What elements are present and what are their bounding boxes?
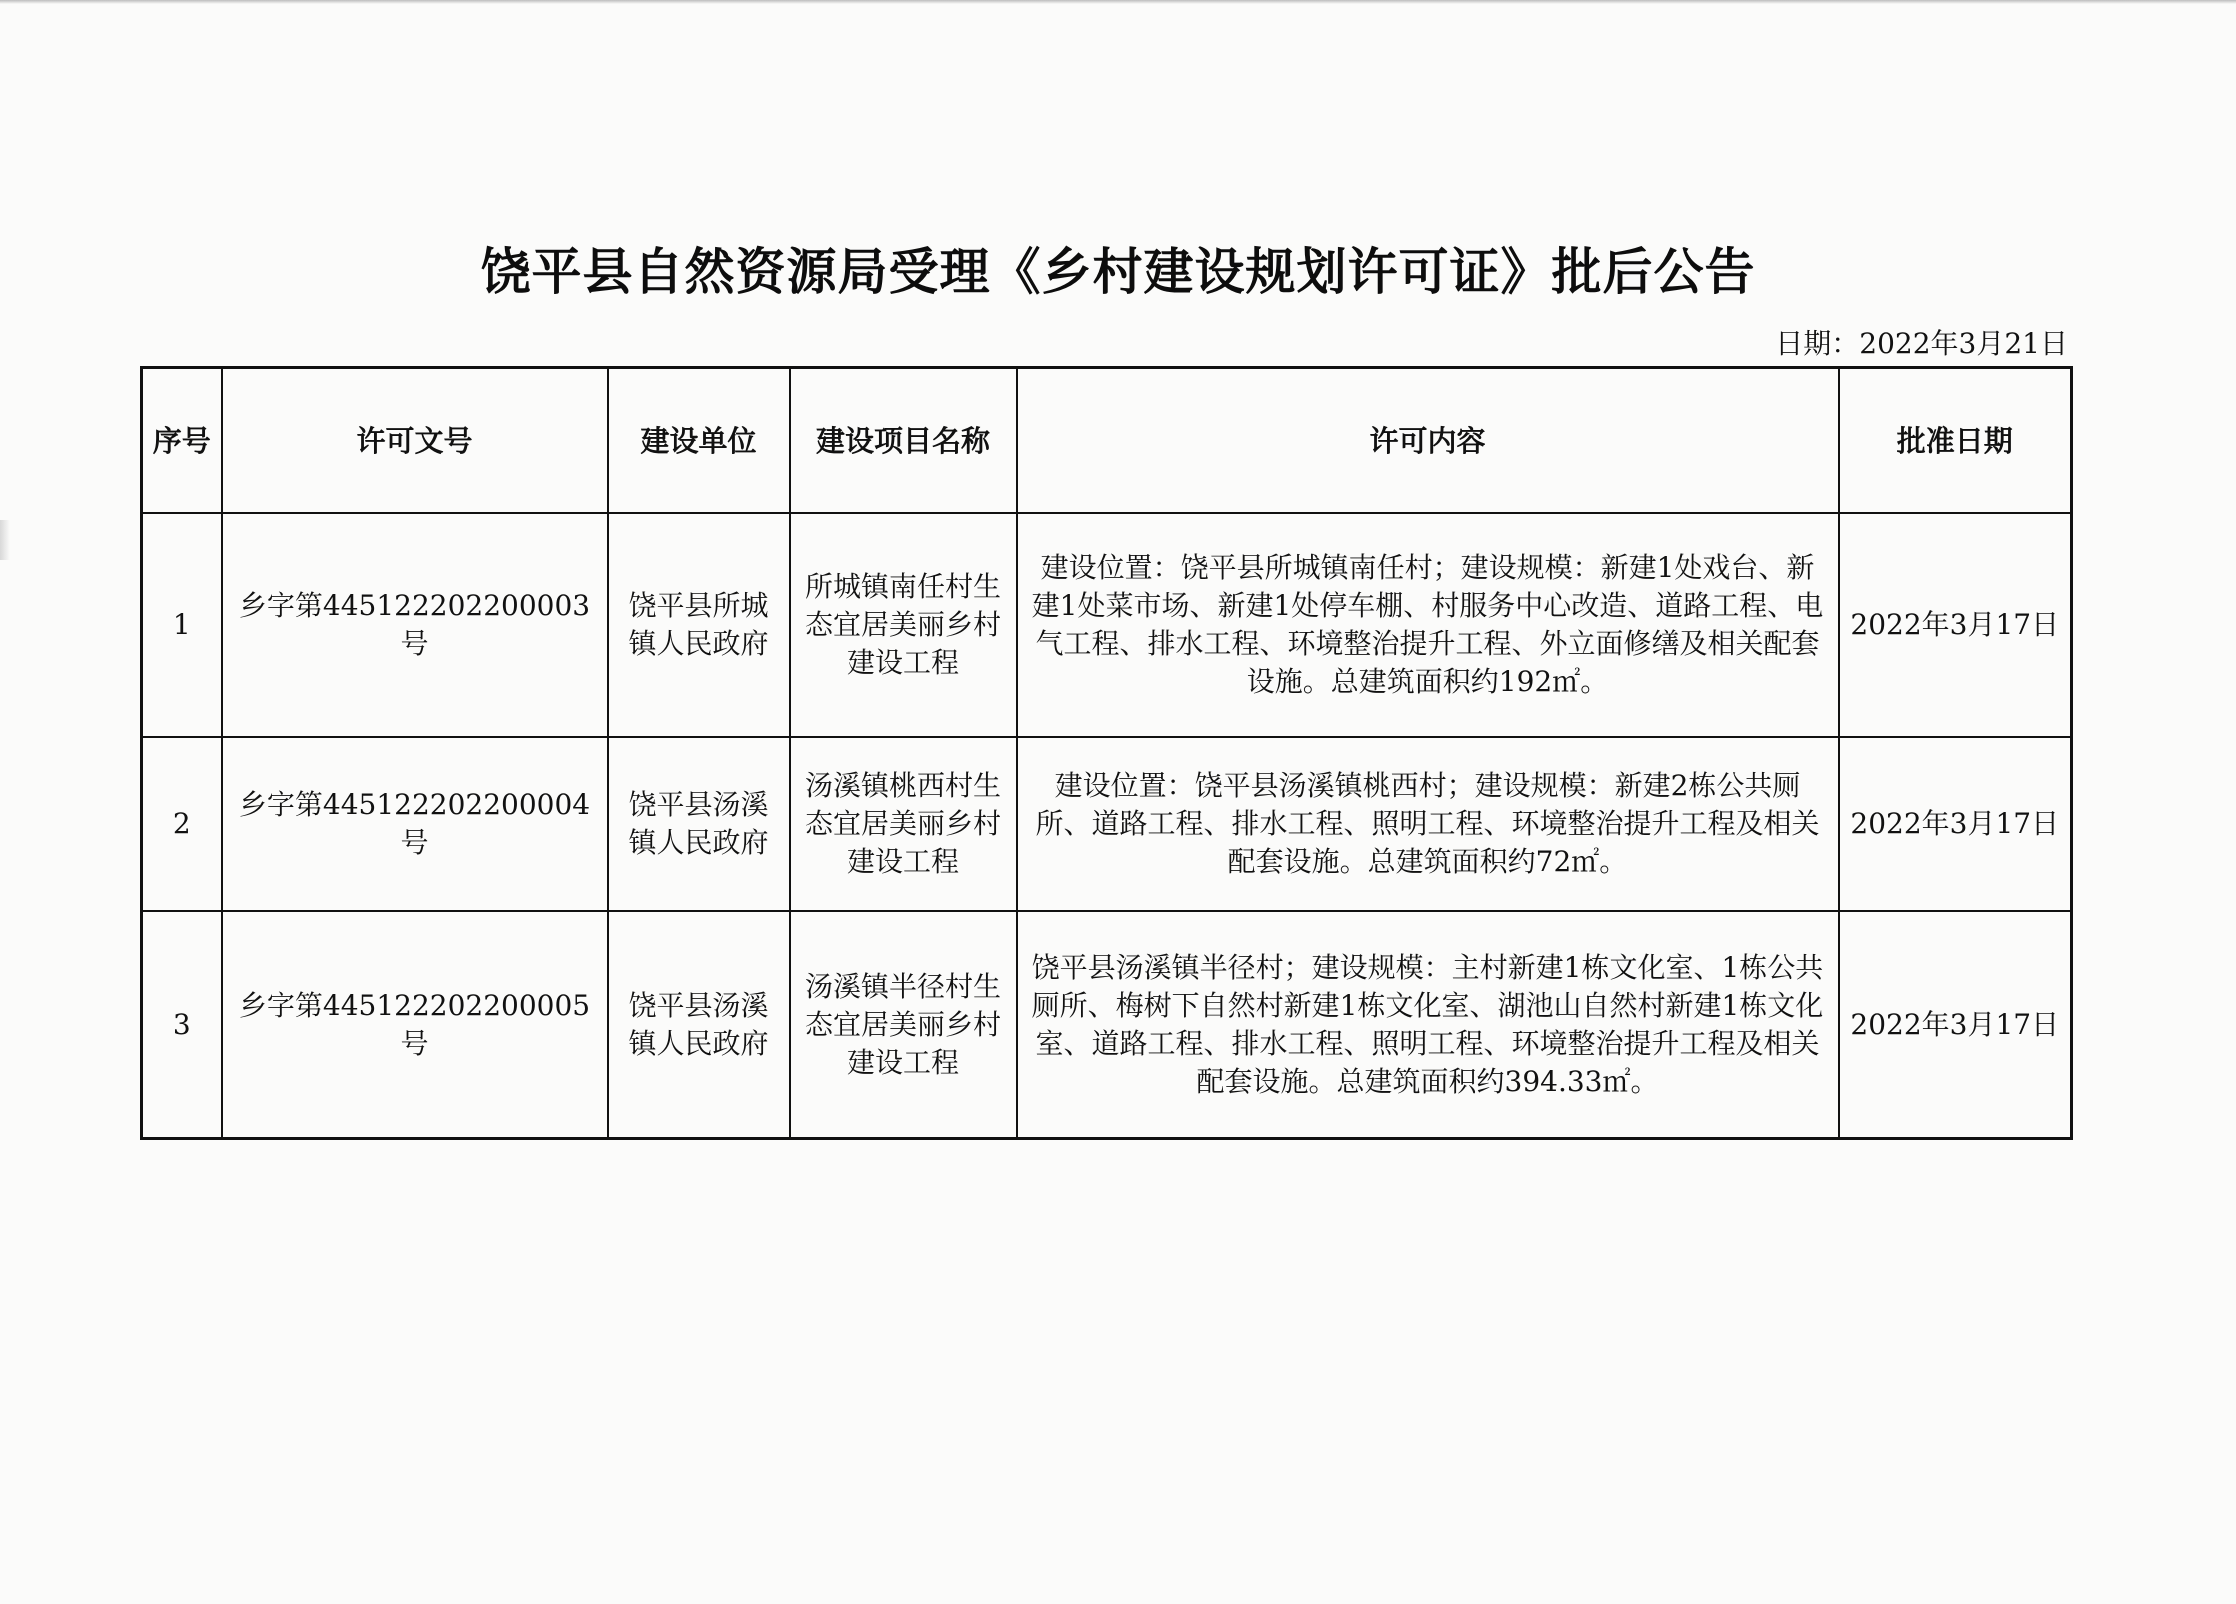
- row-project: 所城镇南任村生态宜居美丽乡村建设工程: [790, 513, 1017, 737]
- document-title: 饶平县自然资源局受理《乡村建设规划许可证》批后公告: [480, 243, 1756, 301]
- table-header-row: [142, 368, 2072, 514]
- row-index: 1: [142, 513, 222, 737]
- row-content: 建设位置：饶平县汤溪镇桃西村；建设规模：新建2栋公共厕所、道路工程、排水工程、照明工程、环境整治提升工程及相关配套设施。总建筑面积约72㎡。: [1017, 737, 1839, 911]
- header-unit: 建设单位: [608, 368, 790, 514]
- row-permit-no: 乡字第445122202200005号: [222, 911, 608, 1139]
- row-index: 2: [142, 737, 222, 911]
- table-row: [142, 513, 2072, 737]
- header-project: 建设项目名称: [790, 368, 1017, 514]
- header-index: 序号: [142, 368, 222, 514]
- row-approval-date: 2022年3月17日: [1839, 737, 2072, 911]
- row-approval-date: 2022年3月17日: [1839, 513, 2072, 737]
- row-index: 3: [142, 911, 222, 1139]
- row-permit-no: 乡字第445122202200003号: [222, 513, 608, 737]
- header-permit-no: 许可文号: [222, 368, 608, 514]
- row-unit: 饶平县所城镇人民政府: [608, 513, 790, 737]
- row-approval-date: 2022年3月17日: [1839, 911, 2072, 1139]
- header-approval-date: 批准日期: [1839, 368, 2072, 514]
- row-project: 汤溪镇半径村生态宜居美丽乡村建设工程: [790, 911, 1017, 1139]
- row-unit: 饶平县汤溪镇人民政府: [608, 911, 790, 1139]
- header-content: 许可内容: [1017, 368, 1839, 514]
- row-content: 建设位置：饶平县所城镇南任村；建设规模：新建1处戏台、新建1处菜市场、新建1处停车棚、村服务中心改造、道路工程、电气工程、排水工程、环境整治提升工程、外立面修缮及相关配套设施。总建筑面积约192㎡。: [1017, 513, 1839, 737]
- row-content: 饶平县汤溪镇半径村；建设规模：主村新建1栋文化室、1栋公共厕所、梅树下自然村新建1栋文化室、湖池山自然村新建1栋文化室、道路工程、排水工程、照明工程、环境整治提升工程及相关配套设施。总建筑面积约394.33㎡。: [1017, 911, 1839, 1139]
- scan-edge-top: [0, 0, 2236, 4]
- permit-table: [140, 366, 2073, 1140]
- row-unit: 饶平县汤溪镇人民政府: [608, 737, 790, 911]
- scan-edge-left: [0, 520, 10, 560]
- announcement-date: 日期：2022年3月21日: [1775, 327, 2068, 360]
- row-project: 汤溪镇桃西村生态宜居美丽乡村建设工程: [790, 737, 1017, 911]
- row-permit-no: 乡字第445122202200004号: [222, 737, 608, 911]
- table-row: [142, 911, 2072, 1139]
- table-row: [142, 737, 2072, 911]
